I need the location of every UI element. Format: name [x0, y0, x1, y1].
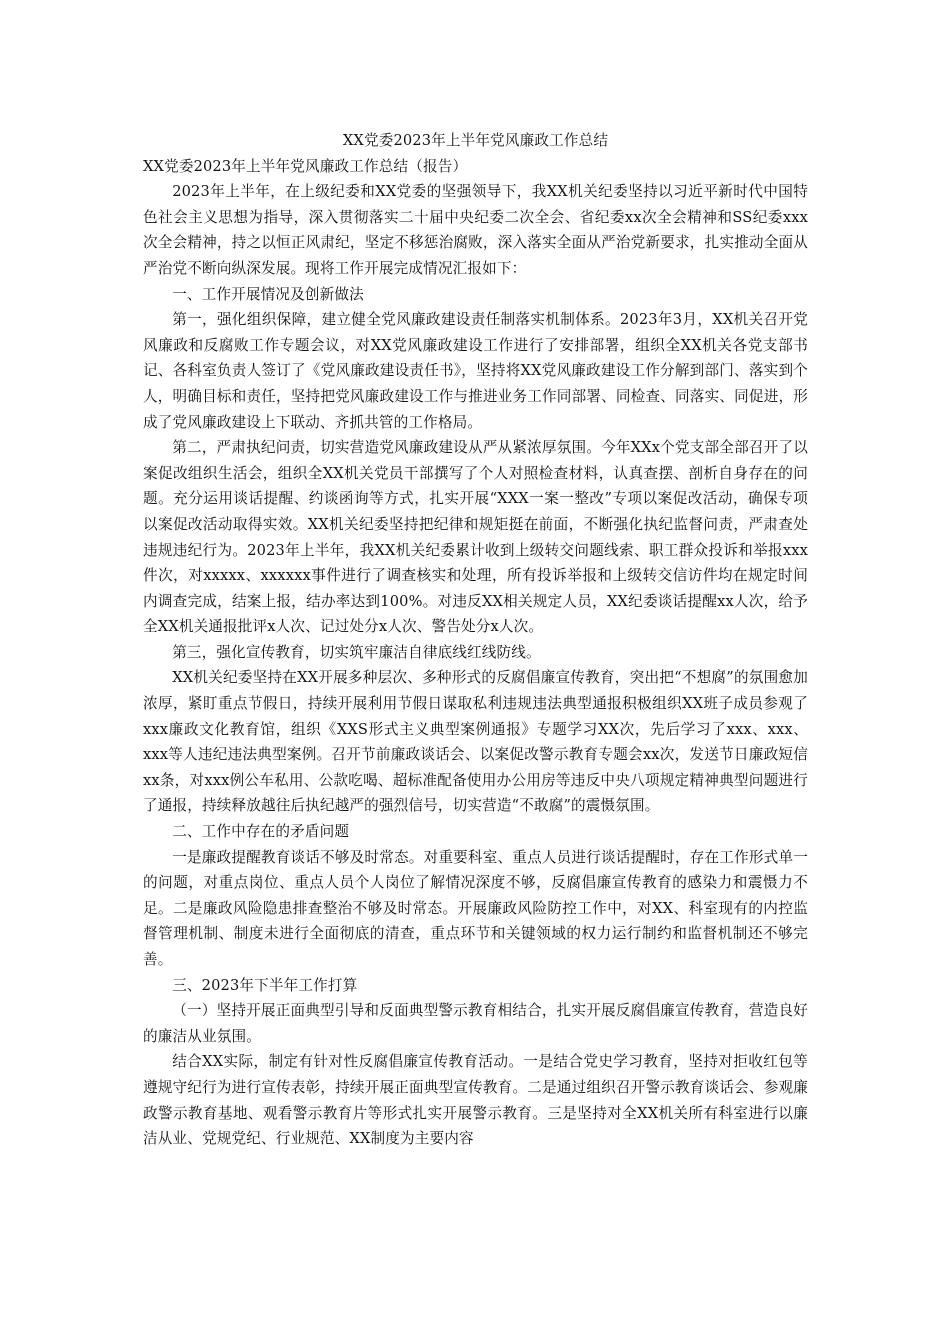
paragraph-first: 第一，强化组织保障，建立健全党风廉政建设责任制落实机制体系。2023年3月，XX机关召开党风廉政和反腐败工作专题会议，对XX党风廉政建设工作进行了安排部署，组织全XX机关各党支部书记、各科室负责人签订了《党风廉政建设责任书》，坚持将XX党风廉政建设工作分解到部门、落实到个人，明确目标和责任，坚持把党风廉政建设工作与推进业务工作同部署、同检查、同落实、同促进，形成了党风廉政建设上下联动、齐抓共管的工作格局。: [143, 311, 808, 431]
paragraph-second: 第二，严肃执纪问责，切实营造党风廉政建设从严从紧浓厚氛围。今年XXx个党支部全部召开了以案促改组织生活会，组织全XX机关党员干部撰写了个人对照检查材料，认真查摆、剖析自身存在的问题。充分运用谈话提醒、约谈函询等方式，扎实开展“XXX一案一整改”专项以案促改活动，确保专项以案促改活动取得实效。XX机关纪委坚持把纪律和规矩挺在前面，不断强化执纪监督问责，严肃查处违规违纪行为。2023年上半年，我XX机关纪委累计收到上级转交问题线索、职工群众投诉和举报xxx件次，对xxxxx、xxxxxx事件进行了调查核实和处理，所有投诉举报和上级转交信访件均在规定时间内调查完成，结案上报，结办率达到100%。对违反XX相关规定人员，XX纪委谈话提醒xx人次，给予全XX机关通报批评x人次、记过处分x人次、警告处分x人次。: [143, 439, 808, 636]
paragraph-problems: 一是廉政提醒教育谈话不够及时常态。对重要科室、重点人员进行谈话提醒时，存在工作形式单一的问题，对重点岗位、重点人员个人岗位了解情况深度不够，反腐倡廉宣传教育的感染力和震慑力不足。二是廉政风险隐患排查整治不够及时常态。开展廉政风险防控工作中，对XX、科室现有的内控监督管理机制、制度未进行全面彻底的清查，重点环节和关键领域的权力运行制约和监督机制还不够完善。: [143, 848, 808, 968]
paragraph-intro: 2023年上半年，在上级纪委和XX党委的坚强领导下，我XX机关纪委坚持以习近平新时代中国特色社会主义思想为指导，深入贯彻落实二十届中央纪委二次全会、省纪委xx次全会精神和SS纪委xxx次全会精神，持之以恒正风肃纪，坚定不移惩治腐败，深入落实全面从严治党新要求，扎实推动全面从严治党不断向纵深发展。现将工作开展完成情况汇报如下：: [143, 183, 808, 277]
section-heading-3: 三、2023年下半年工作打算: [172, 976, 358, 994]
document-subtitle: XX党委2023年上半年党风廉政工作总结（报告）: [143, 157, 468, 175]
paragraph-third-body: XX机关纪委坚持在XX开展多种层次、多种形式的反腐倡廉宣传教育，突出把“不想腐”的氛围愈加浓厚，紧盯重点节假日，持续开展利用节假日谋取私利违规违法典型通报积极组织XX班子成员参观了xxx廉政文化教育馆，组织《XXS形式主义典型案例通报》专题学习XX次，先后学习了xxx、xxx、xxx等人违纪违法典型案例。召开节前廉政谈话会、以案促改警示教育专题会xx次，发送节日廉政短信xx条，对xxx例公车私用、公款吃喝、超标准配备使用办公用房等违反中央八项规定精神典型问题进行了通报，持续释放越往后执纪越严的强烈信号，切实营造“不敢腐”的震慑氛围。: [143, 669, 808, 815]
section-heading-2: 二、工作中存在的矛盾问题: [172, 823, 350, 841]
document-title: XX党委2023年上半年党风廉政工作总结: [342, 132, 609, 149]
section-heading-1: 一、工作开展情况及创新做法: [172, 285, 364, 303]
paragraph-plan-body: 结合XX实际，制定有针对性反腐倡廉宣传教育活动。一是结合党史学习教育，坚持对拒收红包等遵规守纪行为进行宣传表彰，持续开展正面典型宣传教育。二是通过组织召开警示教育谈话会、参观廉政警示教育基地、观看警示教育片等形式扎实开展警示教育。三是坚持对全XX机关所有科室进行以廉洁从业、党规党纪、行业规范、XX制度为主要内容: [143, 1053, 808, 1148]
document-page: [143, 128, 808, 1152]
paragraph-plan-1: （一）坚持开展正面典型引导和反面典型警示教育相结合，扎实开展反腐倡廉宣传教育，营造良好的廉洁从业氛围。: [143, 1002, 808, 1045]
paragraph-third-heading: 第三，强化宣传教育，切实筑牢廉洁自律底线红线防线。: [172, 643, 541, 661]
